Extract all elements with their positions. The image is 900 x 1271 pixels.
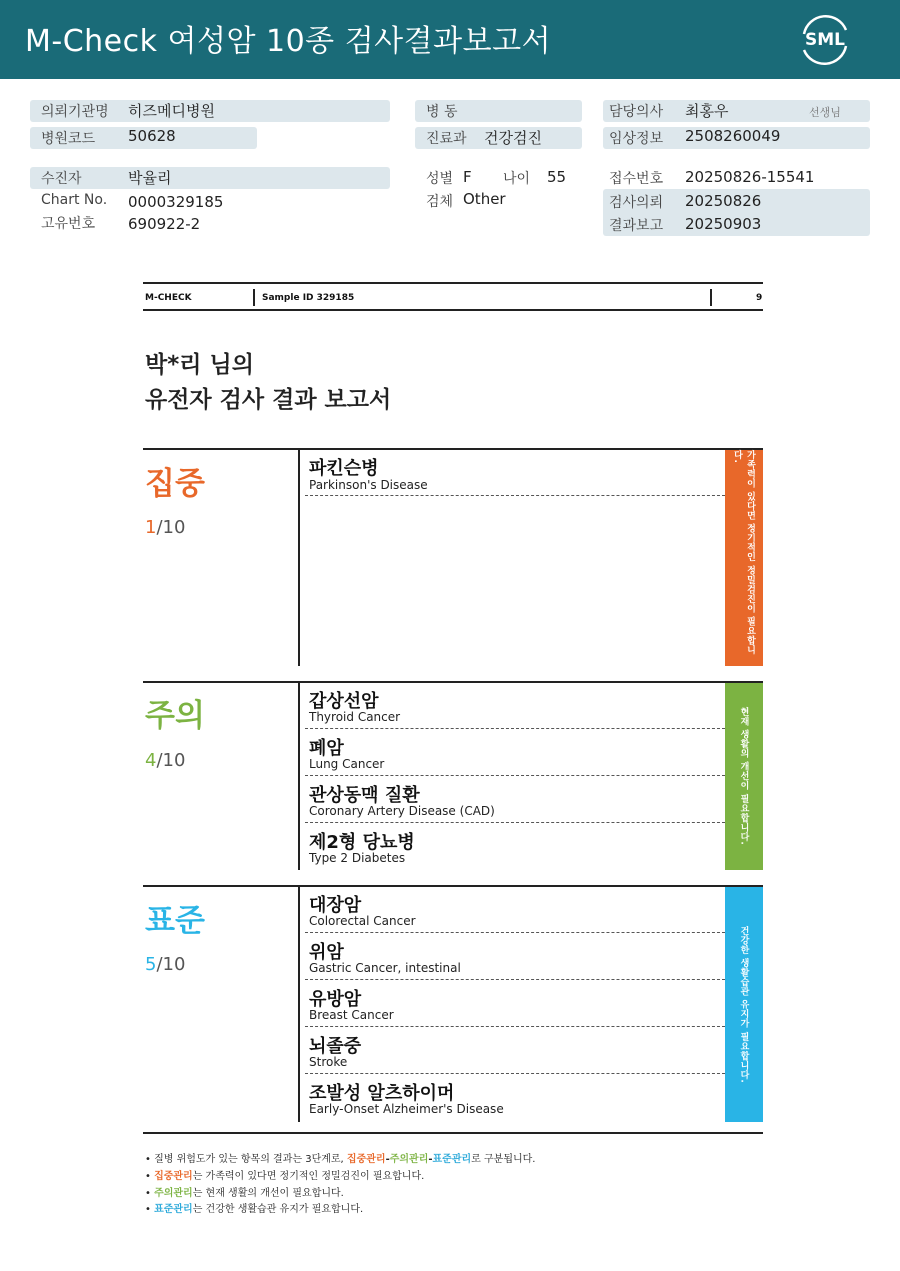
report-banner [0, 0, 900, 79]
institution-label: 의뢰기관명 [41, 104, 109, 120]
clinical-label: 임상정보 [609, 131, 664, 147]
category-standard-count [145, 954, 185, 975]
report-title: M-Check 여성암 10종 검사결과보고서 [25, 24, 552, 59]
dashed-rule [305, 1026, 725, 1027]
report-date-value: 20250903 [685, 215, 762, 233]
age-label: 나이 [503, 171, 531, 187]
disease-title: 폐암 [309, 738, 344, 759]
note-line-4: • 표준관리는 건강한 생활습관 유지가 필요합니다. [145, 1204, 364, 1215]
count-total: /10 [156, 517, 186, 538]
report-header-bottom-rule [143, 309, 763, 311]
section-bottom-rule [143, 1132, 763, 1134]
unique-value: 690922-2 [128, 215, 201, 233]
patient-label: 수진자 [41, 171, 82, 187]
dashed-rule [305, 775, 725, 776]
section-rule [143, 885, 763, 887]
sample-id: Sample ID 329185 [262, 293, 355, 303]
note-standard: 표준관리 [432, 1154, 472, 1165]
category-caution-name: 주의 [145, 698, 205, 734]
disease-title: 유방암 [309, 989, 362, 1010]
department-label: 진료과 [426, 131, 467, 147]
sex-value: F [463, 168, 472, 186]
greeting-line1: 박*리 님의 [145, 352, 254, 378]
count-number: 1 [145, 517, 157, 538]
disease-subtitle: Breast Cancer [309, 1008, 394, 1022]
header-separator [710, 289, 712, 306]
dashed-rule [305, 728, 725, 729]
section-divider [298, 450, 300, 666]
category-intensive-sidebar [725, 450, 763, 666]
note-text: 는 가족력이 있다면 정기적인 정밀검진이 필요합니다. [192, 1171, 425, 1182]
report-header-top-rule [143, 282, 763, 284]
disease-subtitle: Thyroid Cancer [309, 710, 401, 724]
section-divider [298, 887, 300, 1122]
patient-field [30, 167, 390, 189]
disease-subtitle: Type 2 Diabetes [309, 851, 406, 865]
note-text: 로 구분됩니다. [471, 1154, 536, 1165]
sidebar-text: 현재 생활의 개선이 필요합니다. [738, 707, 749, 846]
dashed-rule [305, 1073, 725, 1074]
note-intensive: 집중관리 [346, 1154, 386, 1165]
note-line-1: • 질병 위험도가 있는 항목의 결과는 3단계로, 집중관리-주의관리-표준관리로 구분됩니다. [145, 1154, 536, 1165]
hospital-code-label: 병원코드 [41, 131, 96, 147]
disease-title: 조발성 알츠하이머 [309, 1083, 455, 1104]
sml-logo [796, 12, 854, 66]
count-total: /10 [156, 750, 186, 771]
disease-subtitle: Parkinson's Disease [309, 478, 428, 492]
count-number: 4 [145, 750, 157, 771]
note-text: 는 건강한 생활습관 유지가 필요합니다. [192, 1204, 364, 1215]
disease-title: 위암 [309, 942, 344, 963]
age-value: 55 [547, 168, 567, 186]
disease-subtitle: Gastric Cancer, intestinal [309, 961, 461, 975]
section-rule [143, 681, 763, 683]
chart-value: 0000329185 [128, 193, 224, 211]
sidebar-text: 건강한 생활습관 유지가 필요합니다. [738, 925, 749, 1084]
dashed-rule [305, 495, 725, 496]
disease-subtitle: Stroke [309, 1055, 348, 1069]
disease-title: 관상동맥 질환 [309, 785, 420, 806]
receipt-value: 20250826-15541 [685, 168, 815, 186]
dashed-rule [305, 979, 725, 980]
doctor-suffix: 선생님 [809, 106, 841, 119]
request-label: 검사의뢰 [609, 195, 664, 211]
count-total: /10 [156, 954, 186, 975]
category-intensive-name: 집중 [145, 466, 205, 502]
note-text: 는 현재 생활의 개선이 필요합니다. [192, 1188, 344, 1199]
category-standard-name: 표준 [145, 903, 205, 939]
note-line-2: • 집중관리는 가족력이 있다면 정기적인 정밀검진이 필요합니다. [145, 1171, 425, 1182]
header-separator [253, 289, 255, 306]
category-intensive-count [145, 517, 185, 538]
clinical-value: 2508260049 [685, 127, 781, 145]
note-dash: - [385, 1154, 390, 1165]
section-divider [298, 683, 300, 870]
category-standard-sidebar [725, 887, 763, 1122]
note-standard: 표준관리 [154, 1204, 193, 1215]
report-header-left: M-CHECK [145, 293, 192, 303]
unique-label: 고유번호 [41, 216, 96, 232]
specimen-label: 검체 [426, 194, 454, 210]
disease-title: 제2형 당뇨병 [309, 832, 415, 853]
note-text: 질병 위험도가 있는 항목의 결과는 3단계로, [154, 1154, 347, 1165]
report-date-label: 결과보고 [609, 218, 664, 234]
department-value: 건강검진 [484, 129, 542, 147]
greeting-line2: 유전자 검사 결과 보고서 [145, 387, 392, 413]
note-caution: 주의관리 [389, 1154, 429, 1165]
sidebar-text: 가족력이 있다면 정기적인 정밀검진이 필요합니다. [732, 450, 755, 655]
chart-label: Chart No. [41, 192, 108, 208]
institution-value: 히즈메디병원 [128, 102, 215, 120]
disease-subtitle: Early-Onset Alzheimer's Disease [309, 1102, 504, 1116]
sex-label: 성별 [426, 171, 454, 187]
disease-title: 대장암 [309, 895, 362, 916]
disease-subtitle: Lung Cancer [309, 757, 385, 771]
disease-title: 뇌졸중 [309, 1036, 362, 1057]
hospital-code-value: 50628 [128, 127, 176, 145]
receipt-label: 접수번호 [609, 171, 664, 187]
patient-value: 박율리 [128, 169, 172, 187]
page-number: 9 [756, 293, 763, 303]
section-rule [143, 448, 763, 450]
note-dash: - [428, 1154, 433, 1165]
category-caution-count [145, 750, 185, 771]
dashed-rule [305, 932, 725, 933]
doctor-label: 담당의사 [609, 104, 664, 120]
specimen-value: Other [463, 190, 506, 208]
ward-label: 병 동 [426, 104, 458, 120]
category-caution-sidebar [725, 683, 763, 870]
disease-subtitle: Colorectal Cancer [309, 914, 416, 928]
count-number: 5 [145, 954, 157, 975]
svg-text:SML: SML [805, 30, 845, 50]
note-caution: 주의관리 [154, 1188, 193, 1199]
dashed-rule [305, 822, 725, 823]
request-value: 20250826 [685, 192, 762, 210]
note-line-3: • 주의관리는 현재 생활의 개선이 필요합니다. [145, 1188, 344, 1199]
note-intensive: 집중관리 [154, 1171, 193, 1182]
disease-subtitle: Coronary Artery Disease (CAD) [309, 804, 495, 818]
disease-title: 파킨슨병 [309, 458, 379, 479]
doctor-value: 최홍우 [685, 102, 729, 120]
disease-title: 갑상선암 [309, 691, 379, 712]
